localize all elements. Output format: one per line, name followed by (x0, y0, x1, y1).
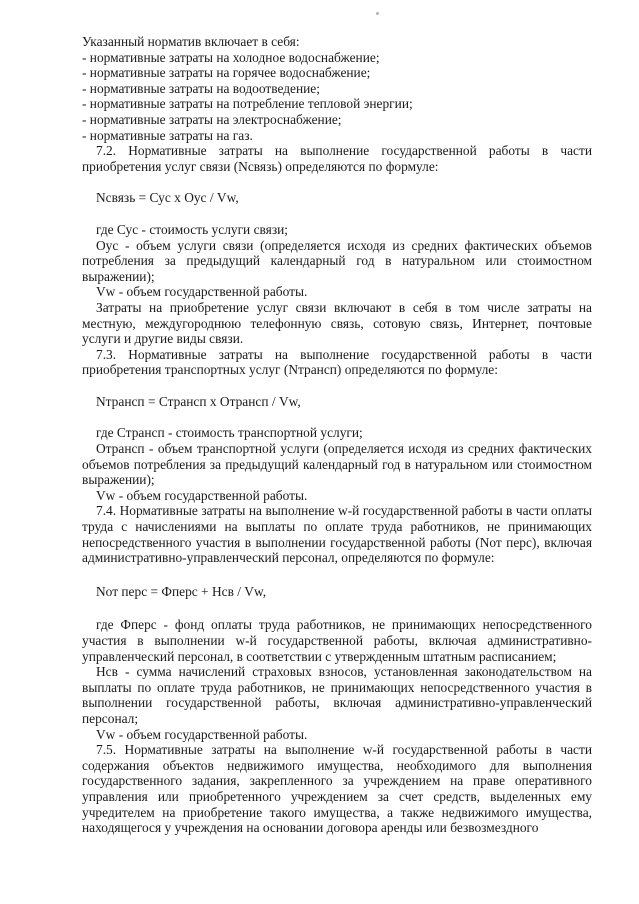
formula-svyaz: Nсвязь = Сус x Оус / Vw, (96, 190, 239, 206)
section-7-4-heading: 7.4. Нормативные затраты на выполнение w-й государственной работы в части оплаты труда с начислениями на выплаты по оплате труда работников, не принимающих непосредственного участия в выполнении государственной работы (Nот перс), включая административно-управленческий персонал, определяются по формуле: (82, 503, 592, 566)
list-intro: Указанный норматив включает в себя: (82, 34, 300, 49)
definition-otransp: Отрансп - объем транспортной услуги (определяется исходя из средних фактических объемов потребления за предыдущий календарный год в натуральном или стоимостном выражении); (82, 441, 592, 488)
communication-costs-note: Затраты на приобретение услуг связи включают в себя в том числе затраты на местную, междугороднюю телефонную связь, сотовую связь, Интернет, почтовые услуги и другие виды связи. (82, 299, 592, 347)
section-7-5-heading: 7.5. Нормативные затраты на выполнение w-й государственной работы в части содержания объектов недвижимого имущества, необходимого для выполнения государственного задания, закрепленного за учреждением на праве оперативного управления или приобретенного учреждением за счет средств, выделенных ему учредителем на приобретение такого имущества, а также недвижимого имущества, находящегося у учреждения на основании договора аренды или безвозмездного (82, 742, 592, 836)
document-body (82, 34, 592, 836)
formula-ot-pers: Nот перс = Фперс + Нсв / Vw, (96, 583, 267, 599)
list-item: - нормативные затраты на горячее водоснабжение; (82, 65, 371, 81)
section-7-2-heading: 7.2. Нормативные затраты на выполнение государственной работы в части приобретения услуг связи (Nсвязь) определяются по формуле: (82, 143, 592, 174)
definition-vw: Vw - объем государственной работы. (96, 726, 308, 742)
formula-transp: Nтрансп = Странсп x Отрансп / Vw, (96, 393, 301, 409)
list-item: - нормативные затраты на газ. (82, 127, 253, 143)
list-item: - нормативные затраты на потребление тепловой энергии; (82, 96, 413, 112)
list-item: - нормативные затраты на холодное водоснабжение; (82, 49, 380, 65)
definition-vw: Vw - объем государственной работы. (96, 487, 308, 503)
definition-fpers: где Фперс - фонд оплаты труда работников, не принимающих непосредственного участия в выполнении w-й государственной работы, включая административно-управленческий персонал, в соответствии с утвержденным штатным расписанием; (82, 617, 592, 664)
definition-vw: Vw - объем государственной работы. (96, 284, 308, 300)
list-item: - нормативные затраты на водоотведение; (82, 80, 320, 96)
section-7-3-heading: 7.3. Нормативные затраты на выполнение государственной работы в части приобретения транспортных услуг (Nтрансп) определяются по формуле: (82, 346, 592, 378)
definition-sus: где Сус - стоимость услуги связи; (96, 221, 288, 237)
definition-stransp: где Странсп - стоимость транспортной услуги; (96, 425, 363, 441)
definition-ous: Оус - объем услуги связи (определяется исходя из средних фактических объемов потребления за предыдущий календарный год в натуральном или стоимостном выражении); (82, 237, 592, 284)
definition-nsv: Нсв - сумма начислений страховых взносов, установленная законодательством на выплаты по оплате труда работников, не принимающих непосредственного участия в выполнении государственной работы, включая административно-управленческий персонал; (82, 664, 592, 726)
scan-speck (376, 12, 379, 15)
list-item: - нормативные затраты на электроснабжение; (82, 111, 342, 127)
